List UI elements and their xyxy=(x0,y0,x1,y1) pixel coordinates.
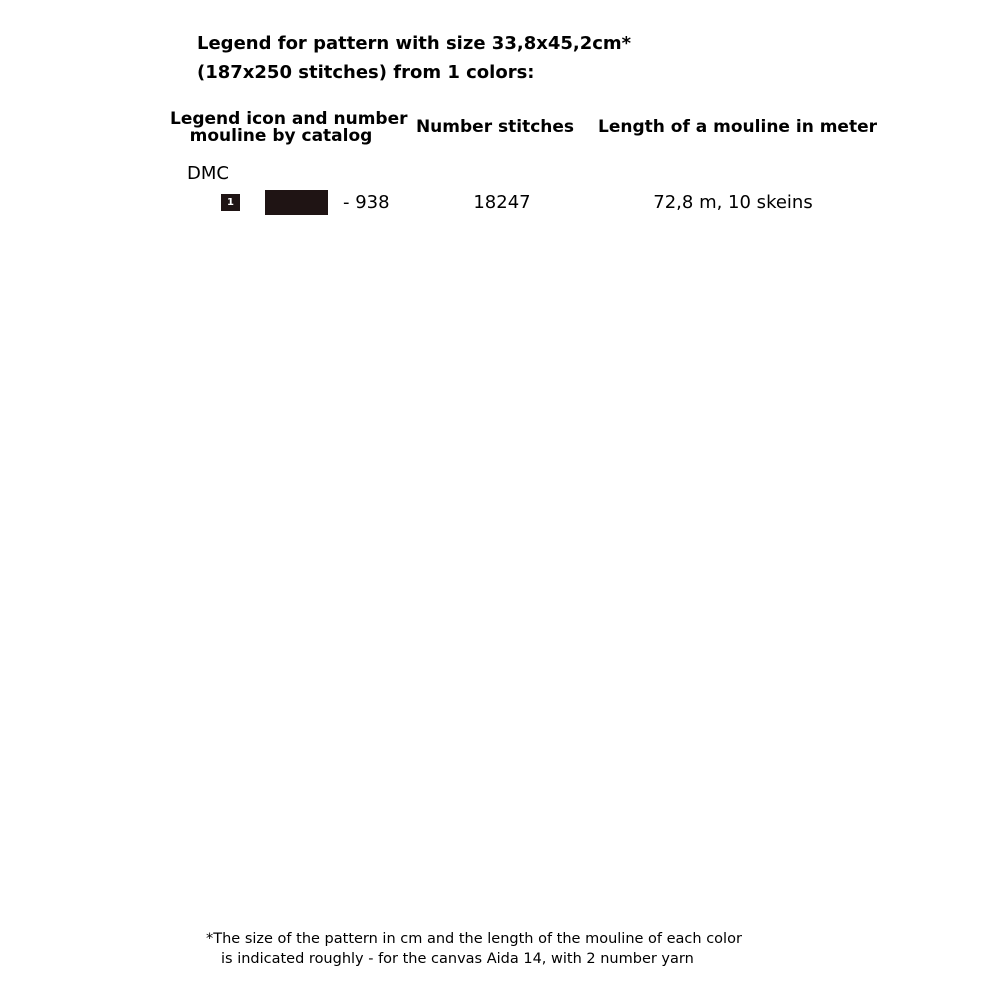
column-header-length: Length of a mouline in meter xyxy=(598,117,877,137)
color-code: - 938 xyxy=(343,192,390,213)
legend-symbol-icon: 1 xyxy=(221,194,240,211)
column-header-legend-line-2: mouline by catalog xyxy=(189,126,373,146)
column-header-legend xyxy=(170,109,408,146)
footnote-line-1: *The size of the pattern in cm and the length of the mouline of each color xyxy=(206,931,742,947)
catalog-label: DMC xyxy=(187,163,229,184)
page-title-line-1: Legend for pattern with size 33,8x45,2cm* xyxy=(197,33,632,54)
page-title-line-2: (187x250 stitches) from 1 colors: xyxy=(197,62,535,83)
column-header-stitches: Number stitches xyxy=(415,117,575,137)
footnote xyxy=(206,929,742,969)
footnote-line-2: is indicated roughly - for the canvas Aida 14, with 2 number yarn xyxy=(221,951,694,967)
color-swatch xyxy=(265,190,328,215)
column-header-legend-line-1: Legend icon and number xyxy=(170,109,408,129)
mouline-length: 72,8 m, 10 skeins xyxy=(653,192,813,213)
stitch-count: 18247 xyxy=(473,192,531,213)
